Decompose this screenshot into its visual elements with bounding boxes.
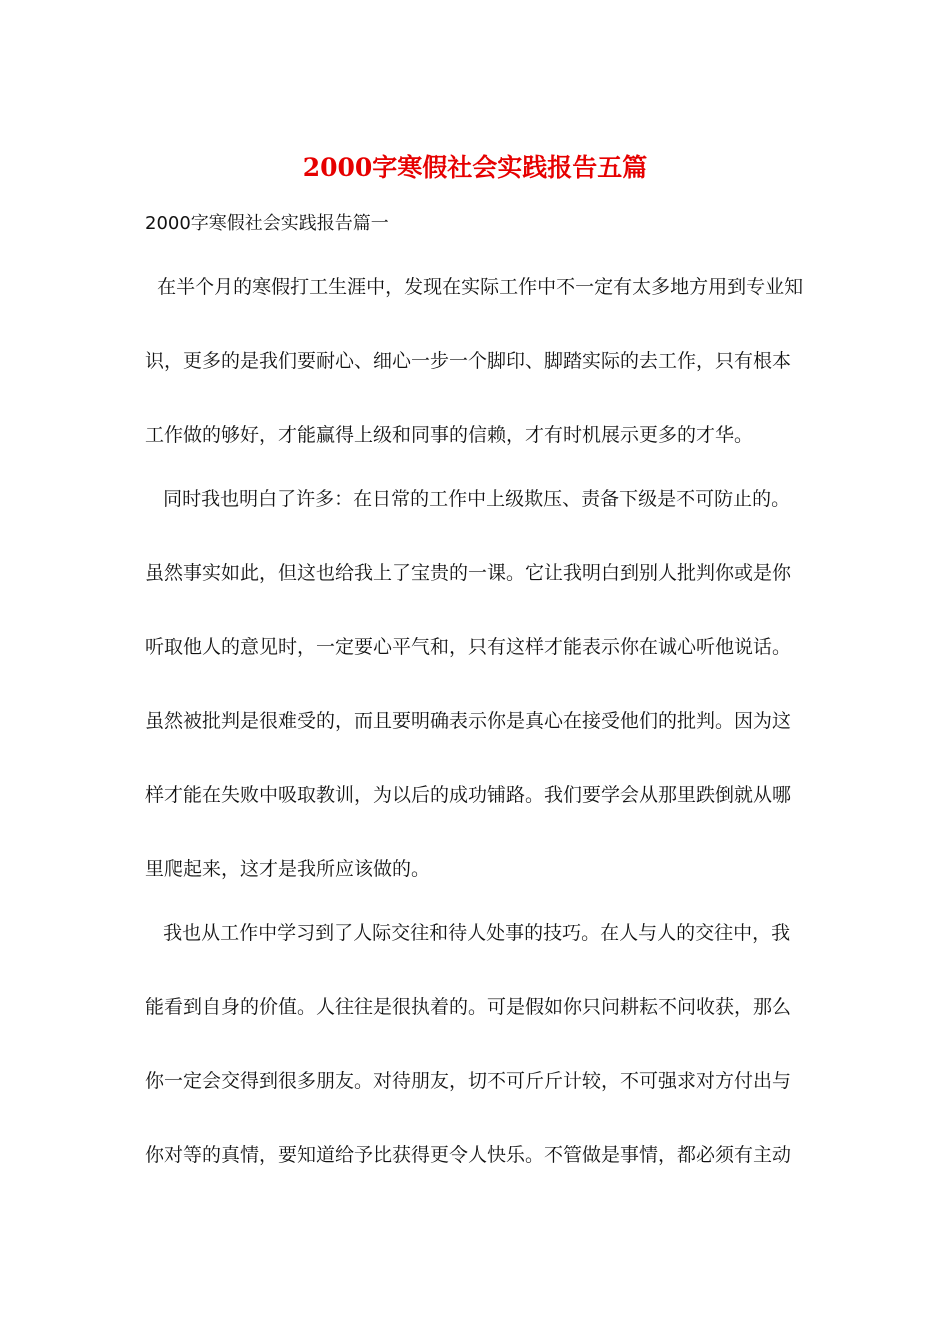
body-line-13: 你对等的真情，要知道给予比获得更令人快乐。不管做是事情，都必须有主动 xyxy=(145,1144,792,1166)
body-line-11: 能看到自身的价值。人往往是很执着的。可是假如你只问耕耘不问收获，那么 xyxy=(145,996,792,1018)
body-line-1: 在半个月的寒假打工生涯中，发现在实际工作中不一定有太多地方用到专业知 xyxy=(145,276,804,298)
body-line-3: 工作做的够好，才能赢得上级和同事的信赖，才有时机展示更多的才华。 xyxy=(145,424,754,446)
document-title: 2000字寒假社会实践报告五篇 xyxy=(302,153,648,182)
body-line-8: 样才能在失败中吸取教训，为以后的成功铺路。我们要学会从那里跌倒就从哪 xyxy=(145,784,792,806)
body-line-7: 虽然被批判是很难受的，而且要明确表示你是真心在接受他们的批判。因为这 xyxy=(145,710,792,732)
body-line-5: 虽然事实如此，但这也给我上了宝贵的一课。它让我明白到别人批判你或是你 xyxy=(145,562,792,584)
body-line-4: 同时我也明白了许多：在日常的工作中上级欺压、责备下级是不可防止的。 xyxy=(145,488,791,510)
section-heading: 2000字寒假社会实践报告篇一 xyxy=(145,213,389,234)
body-line-12: 你一定会交得到很多朋友。对待朋友，切不可斤斤计较，不可强求对方付出与 xyxy=(145,1070,792,1092)
body-line-6: 听取他人的意见时，一定要心平气和，只有这样才能表示你在诚心听他说话。 xyxy=(145,636,792,658)
body-line-9: 里爬起来，这才是我所应该做的。 xyxy=(145,858,431,880)
body-line-10: 我也从工作中学习到了人际交往和待人处事的技巧。在人与人的交往中，我 xyxy=(145,922,791,944)
body-line-2: 识，更多的是我们要耐心、细心一步一个脚印、脚踏实际的去工作，只有根本 xyxy=(145,350,792,372)
